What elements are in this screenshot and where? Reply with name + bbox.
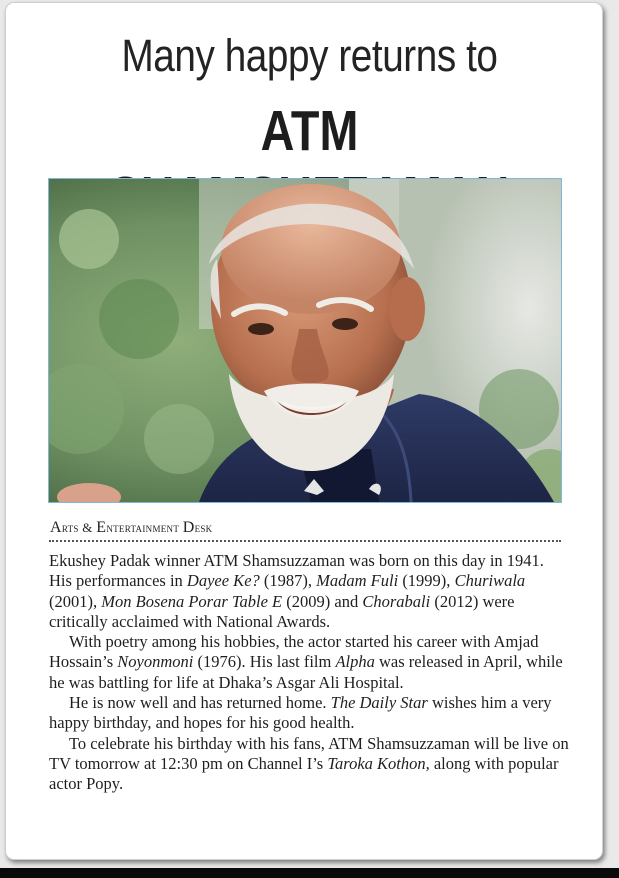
portrait-photo <box>48 178 562 503</box>
italic-title: Alpha <box>335 652 375 672</box>
text-run: along with popular actor Popy. <box>49 753 559 794</box>
italic-title: Taroka Kothon, <box>327 753 430 773</box>
text-run: (1987), <box>259 571 317 591</box>
article-paragraph <box>49 734 569 795</box>
italic-title: Churiwala <box>454 571 526 591</box>
text-run: (1999), <box>398 571 455 591</box>
section-byline: Arts & Entertainment Desk <box>50 519 213 536</box>
headline-line-2: ATM <box>260 99 359 163</box>
text-run: He is now well and has returned home. <box>69 693 331 713</box>
text-run: (2009) and <box>282 591 363 611</box>
text-run: (2012) were critically acclaimed with National Awards. <box>49 591 515 631</box>
article-paragraph <box>49 551 569 632</box>
italic-title: The Daily Star <box>330 693 428 713</box>
italic-title: Noyonmoni <box>117 652 194 672</box>
text-run: Ekushey Padak winner ATM Shamsuzzaman was born on this day in 1941. His performances in <box>49 551 544 591</box>
text-run: (1976). His last film <box>193 652 336 672</box>
article-paragraph <box>49 693 569 734</box>
article-paragraph <box>49 632 569 693</box>
italic-title: Dayee Ke? <box>186 571 260 591</box>
text-run: was released in April, while he was battling for life at Dhaka’s Asgar Ali Hospital. <box>49 652 563 692</box>
text-run: (2001), <box>49 591 102 611</box>
article-body <box>49 551 569 795</box>
italic-title: Chorabali <box>362 591 431 611</box>
text-run: To celebrate his birthday with his fans, ATM Shamsuzzaman will be live on TV tomorrow at 12:30 pm on Channel I’s <box>49 733 569 773</box>
italic-title: Madam Fuli <box>316 571 399 591</box>
text-run: wishes him a very happy birthday, and hopes for his good health. <box>49 693 552 733</box>
italic-title: Mon Bosena Porar Table E <box>101 591 283 611</box>
text-run: With poetry among his hobbies, the actor started his career with Amjad Hossain’s <box>49 632 539 672</box>
bottom-edge <box>0 868 619 878</box>
dotted-divider <box>49 540 561 542</box>
headline-line-1: Many happy returns to <box>121 30 498 81</box>
